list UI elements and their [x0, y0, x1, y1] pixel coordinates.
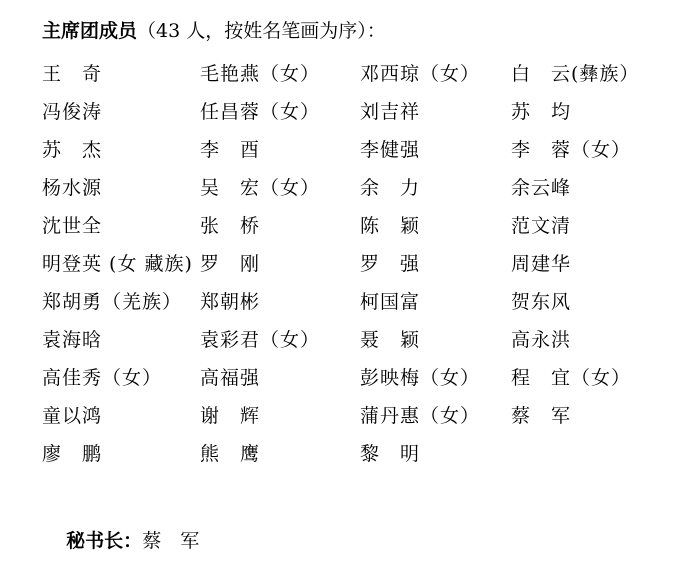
member-name: 谢 辉 — [200, 405, 261, 427]
member-name: 毛艳燕（女） — [200, 63, 321, 85]
member-name: 罗 刚 — [200, 253, 261, 275]
member-name: 冯俊涛 — [42, 101, 103, 123]
secretary-label: 秘书长： — [66, 530, 143, 552]
member-name: 苏 杰 — [42, 139, 103, 161]
member-name: 余 力 — [360, 177, 421, 199]
member-name: 彭映梅（女） — [360, 367, 481, 389]
member-name: 杨水源 — [42, 177, 103, 199]
member-name: 袁海晗 — [42, 329, 103, 351]
member-name: 刘吉祥 — [360, 101, 421, 123]
heading — [42, 17, 386, 45]
member-name: 苏 均 — [511, 101, 572, 123]
member-name: 白 云(彝族） — [511, 63, 640, 85]
member-name: 程 宜（女） — [511, 367, 632, 389]
member-name: 沈世全 — [42, 215, 103, 237]
member-name: 陈 颖 — [360, 215, 421, 237]
member-name: 罗 强 — [360, 253, 421, 275]
member-name: 明登英 (女 藏族) — [42, 253, 193, 275]
member-name: 王 奇 — [42, 63, 103, 85]
member-name: 袁彩君（女） — [200, 329, 321, 351]
heading-note: （43 人，按姓名笔画为序）： — [137, 20, 386, 42]
member-name: 高永洪 — [511, 329, 572, 351]
member-name: 邓西琼（女） — [360, 63, 481, 85]
member-name: 贺东风 — [511, 291, 572, 313]
secretary-name: 蔡 军 — [142, 530, 200, 552]
member-name: 熊 鹰 — [200, 443, 261, 465]
member-name: 黎 明 — [360, 443, 421, 465]
member-name: 余云峰 — [511, 177, 572, 199]
member-name: 聂 颖 — [360, 329, 421, 351]
heading-title: 主席团成员 — [42, 20, 138, 42]
member-name: 高佳秀（女） — [42, 367, 163, 389]
member-name: 李 酉 — [200, 139, 261, 161]
member-name: 童以鸿 — [42, 405, 103, 427]
member-name: 柯国富 — [360, 291, 421, 313]
member-name: 周建华 — [511, 253, 572, 275]
member-name: 蒲丹惠（女） — [360, 405, 481, 427]
member-name: 张 桥 — [200, 215, 261, 237]
member-grid — [42, 60, 671, 478]
member-name: 范文清 — [511, 215, 572, 237]
member-name: 廖 鹏 — [42, 443, 103, 465]
member-name: 任昌蓉（女） — [200, 101, 321, 123]
member-name — [511, 440, 671, 478]
member-name: 郑朝彬 — [200, 291, 261, 313]
member-name: 高福强 — [200, 367, 261, 389]
secretary-general — [42, 499, 199, 583]
member-name: 吴 宏（女） — [200, 177, 321, 199]
member-name: 蔡 军 — [511, 405, 572, 427]
member-name: 郑胡勇（羌族） — [42, 291, 183, 313]
member-name: 李 蓉（女） — [511, 139, 632, 161]
member-name: 李健强 — [360, 139, 421, 161]
